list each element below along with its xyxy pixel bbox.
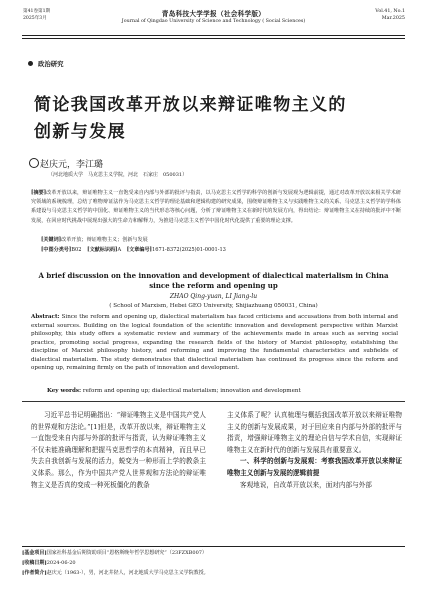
volume-en: Vol.41, No.1 [375,9,405,14]
received-note [22,559,209,569]
keywords-en-text: reform and opening up; dialectical materialism; innovation and development [82,388,301,394]
keywords-cn-text: 改革开放；辩证唯物主义；创新与发展 [61,237,148,243]
author-circle-icon [29,158,39,168]
received-label: [收稿日期] [22,559,47,566]
abstract-en [31,313,398,373]
authors-en: ZHAO Qing-yuan, LI Jiang-lu [169,293,258,300]
classification-cn [41,246,226,255]
funding-text: 国家社科基金后期资助项目“恩格斯晚年哲学思想研究”（23FZXB007） [46,550,207,556]
article-id-label: [文章编号] [126,247,152,253]
section-heading: 一、科学的创新与发展观：考察我国改革开放以来辩证唯物主义创新与发展的逻辑前提 [227,457,402,477]
abstract-en-label: Abstract: [31,314,60,320]
received-date: 2024-06-20 [46,559,76,566]
journal-title-en: Journal of Qingdao University of Science and Technology ( Social Sciences) [121,19,306,24]
keywords-en-label: Key words: [47,388,82,394]
date-en: Mar.2025 [381,15,405,21]
affiliation-en: ( School of Marxism, Hebei GEO University, Shijiazhuang 050031, China) [109,303,318,309]
article-id-value: 1671-8372(2025)01-0001-13 [151,247,226,253]
affiliation-cn: （河北地质大学 马克思主义学院，河北 石家庄 050031） [48,172,188,178]
doc-value: A [117,247,122,253]
title-cn-line1: 简论我国改革开放以来辩证唯物主义的 [34,95,347,115]
body-right-intro: 主义体系了呢？认真梳理与概括我国改革开放以来辩证唯物主义的创新与发展成果，对于回应来自内部与外部的批评与指责，增强辩证唯物主义的理论自信与学术自信，实现辩证唯物主义在新时代的创新与发展具有重要意义。 [227,411,402,454]
article-title-en: A brief discussion on the innovation and development of dialectical materialism in China since the reform and opening up [38,271,389,290]
abstract-cn-label: [摘要] [31,190,47,196]
header-rule-thick [22,35,405,36]
body-right-after: 客观地说，自改革开放以来，面对内部与外部 [240,480,372,489]
section-label: 政治研究 [38,60,64,68]
doc-label: [文献标识码] [87,247,118,253]
footnotes [22,549,209,578]
bullet-icon [28,61,33,66]
keywords-en [47,388,301,394]
clc-value: B02 [71,247,82,253]
funding-label: [基金项目] [22,550,47,556]
funding-note [22,549,209,559]
clc-label: [中图分类号] [41,247,72,253]
author-bio-label: [作者简介] [22,569,47,576]
abstract-cn [31,189,401,235]
header-volume-en [375,9,405,22]
footnote-rule [22,546,405,547]
author-note [22,569,209,579]
authors-cn: 赵庆元，李江璐 [40,160,104,170]
author-bio-text: 赵庆元（1963-），男，河北井陉人，河北地质大学马克思主义学院教授。 [46,569,209,576]
title-cn-line2: 创新与发展 [34,122,126,142]
body-right-column [227,410,402,491]
header-rule-thin [22,38,405,39]
abstract-cn-text: 改革开放以来，辩证唯物主义一直饱受来自内部与外部的批评与指责，以马克思主义哲学的科学的创新与发展观为逻辑前提，通过对改革开放以来相关学术研究领域的系统梳理，总结了唯物辩证法作为马克思主义哲学的理论基础和逻辑构建的研究成果，围绕辩证唯物主义与实践唯物主义的关系、马克思主义哲学的学科体系建设与马克思主义哲学的中国化、辩证唯物主义的当代形态等核心问题，分析了辩证唯物主义在新时代的发展方向，得出结论：辩证唯物主义在持续的批评中不断发展，在回应时代挑战中展现出强大的生命力和解释力，为推进马克思主义哲学中国化时代化提供了重要的理论支撑。 [31,190,401,224]
body-left-column: 习近平总书记明确指出：“辩证唯物主义是中国共产党人的世界观和方法论。”[1]但是，改革开放以来，辩证唯物主义一直饱受来自内部与外部的批评与指责，认为辩证唯物主义不仅未能准确理解和把握马克思哲学的本真精神，而且早已失去自我创新与发展的活力，蜕变为一种形而上学的教条主义体系。那么，作为中国共产党人世界观和方法论的辩证唯物主义是否真的变成一种死板僵化的教条 [31,411,206,489]
keywords-cn-label: [关键词] [41,237,62,243]
journal-header [0,8,427,24]
journal-title-cn: 青岛科技大学学报（社会科学版） [161,10,266,18]
abstract-en-text: Since the reform and opening up, dialectical materialism has faced criticisms and accusations from both internal and external sources. Building on the logical foundation of the scientific innovation and development perspective within Marxist philosophy, this study offers a systematic review and summary of the achievements made in areas such as serving social practice, promoting social progress, expanding the research fields of the history of Marxist philosophy, establishing the discipline of Marxist philosophy history, and reforming and improving the fundamental characteristics and subfields of dialectical materialism. The study demonstrates that dialectical materialism has continued its progress since the reform and opening up, remaining firmly on the path of innovation and development. [31,314,398,371]
abstract-divider [22,401,405,402]
article-title-cn [34,92,347,146]
keywords-cn [41,236,148,245]
volume-issue-cn: 第41卷第1期 [23,9,51,14]
date-cn: 2025年3月 [23,15,47,21]
